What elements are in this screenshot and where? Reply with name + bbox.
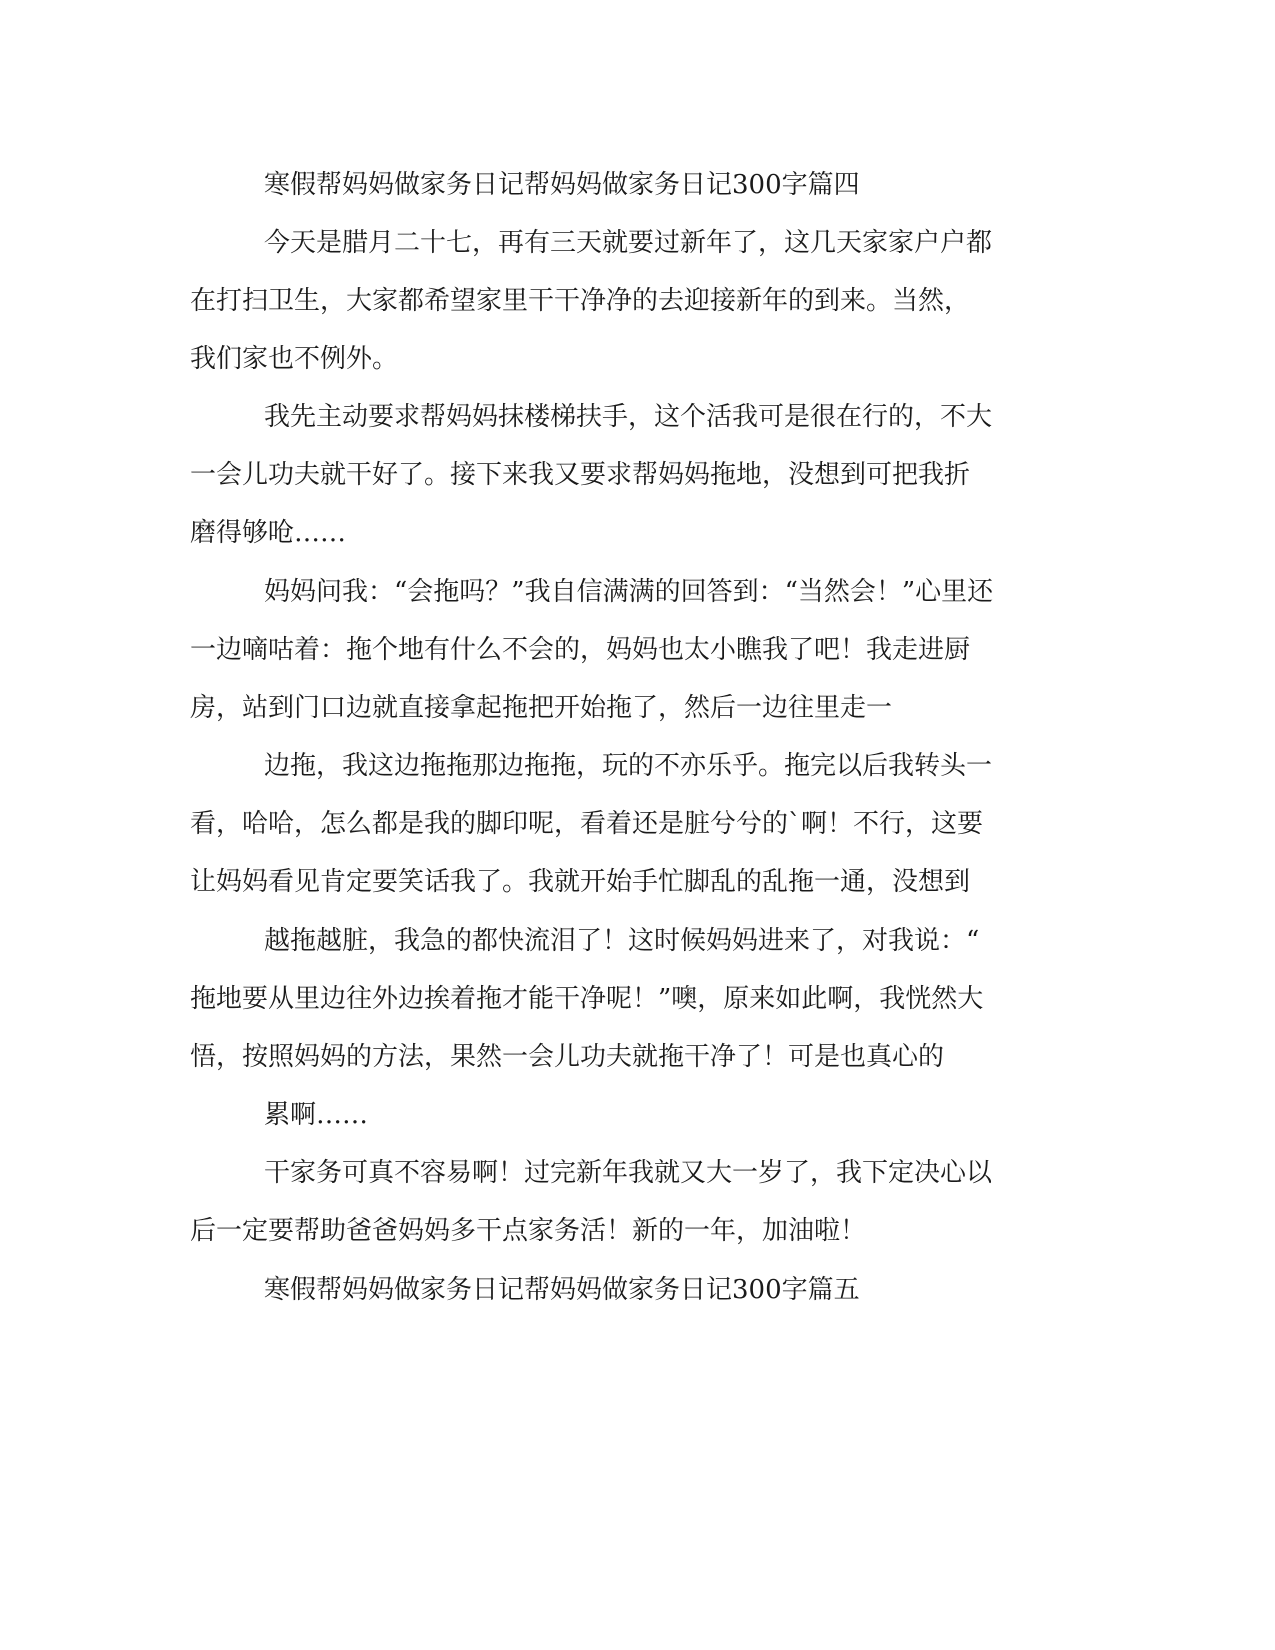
paragraph-line: 让妈妈看见肯定要笑话我了。我就开始手忙脚乱的乱拖一通，没想到 <box>190 867 971 897</box>
paragraph-line: 妈妈问我：“会拖吗？”我自信满满的回答到：“当然会！”心里还 <box>264 577 994 607</box>
paragraph-line: 我们家也不例外。 <box>190 344 399 374</box>
paragraph-line: 后一定要帮助爸爸妈妈多干点家务活！新的一年，加油啦！ <box>190 1216 867 1246</box>
paragraph-line: 拖地要从里边往外边挨着拖才能干净呢！”噢，原来如此啊，我恍然大 <box>190 984 984 1014</box>
paragraph-line: 看，哈哈，怎么都是我的脚印呢，看着还是脏兮兮的`啊！不行，这要 <box>190 809 984 839</box>
paragraph-line: 越拖越脏，我急的都快流泪了！这时候妈妈进来了，对我说：“ <box>264 926 980 956</box>
paragraph-line: 今天是腊月二十七，再有三天就要过新年了，这几天家家户户都 <box>264 228 993 258</box>
section-heading-5: 寒假帮妈妈做家务日记帮妈妈做家务日记300字篇五 <box>264 1275 860 1305</box>
section-heading-4: 寒假帮妈妈做家务日记帮妈妈做家务日记300字篇四 <box>264 170 860 200</box>
paragraph-line: 房，站到门口边就直接拿起拖把开始拖了，然后一边往里走一 <box>190 693 893 723</box>
paragraph-line: 累啊…… <box>264 1100 369 1130</box>
paragraph-line: 我先主动要求帮妈妈抹楼梯扶手，这个活我可是很在行的，不大 <box>264 402 993 432</box>
paragraph-line: 悟，按照妈妈的方法，果然一会儿功夫就拖干净了！可是也真心的 <box>190 1042 945 1072</box>
paragraph-line: 干家务可真不容易啊！过完新年我就又大一岁了，我下定决心以 <box>264 1158 993 1188</box>
paragraph-line: 一会儿功夫就干好了。接下来我又要求帮妈妈拖地，没想到可把我折 <box>190 460 971 490</box>
paragraph-line: 边拖，我这边拖拖那边拖拖，玩的不亦乐乎。拖完以后我转头一 <box>264 751 993 781</box>
paragraph-line: 一边嘀咕着：拖个地有什么不会的，妈妈也太小瞧我了吧！我走进厨 <box>190 635 971 665</box>
paragraph-line: 在打扫卫生，大家都希望家里干干净净的去迎接新年的到来。当然， <box>190 286 971 316</box>
paragraph-line: 磨得够呛…… <box>190 518 347 548</box>
